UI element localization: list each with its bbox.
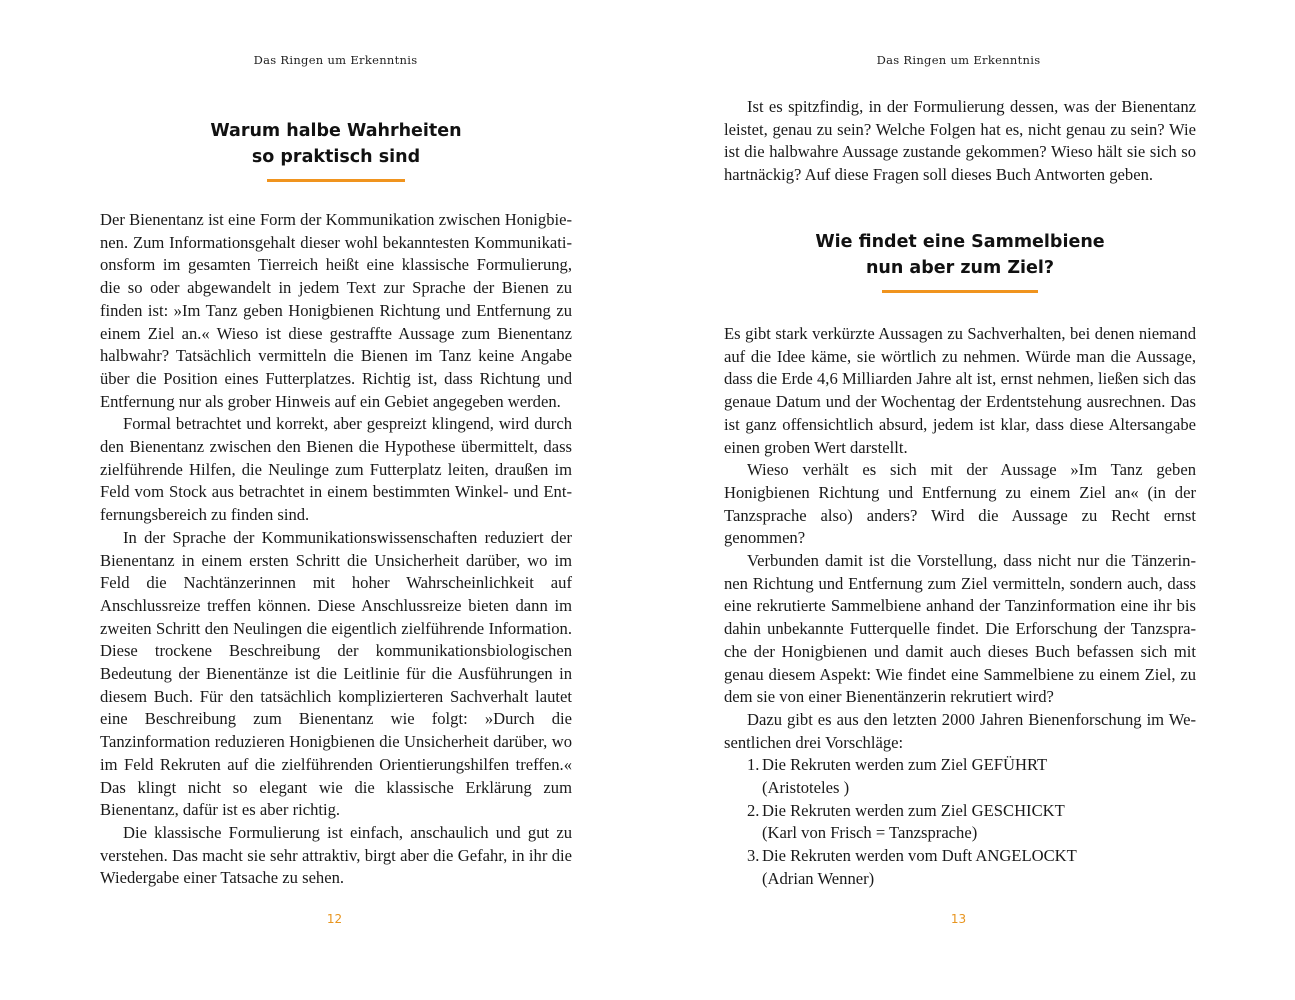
list-source: (Adrian Wenner) [762, 868, 875, 888]
section-heading [100, 118, 572, 182]
paragraph: Formal betrachtet und korrekt, aber gespreizt klingend, wird durch den Bienentanz zwischen den Bienen die Hypothese übermittelt, dass zielführende Hilfen, die Neulinge zum Futterplatz leiten, draußen im Feld vom Stock aus betrachtet in einem bestimmten Winkel- und Entfernungsbereich zu finden sind. [100, 414, 572, 525]
list-text: Die Rekruten werden zum Ziel GESCHICKT [762, 800, 1065, 820]
left-page [0, 0, 647, 1000]
paragraph: Wieso verhält es sich mit der Aussage »Im Tanz geben Honigbienen Richtung und Entfernung zu einem Ziel an« (in der Tanzsprache also) anders? Wird die Aussage zu Recht ernst genommen? [724, 460, 1196, 548]
body-text [724, 323, 1196, 891]
list-item [724, 845, 1196, 890]
heading-line-1: Warum halbe Wahrheiten [210, 121, 462, 141]
intro-text [724, 96, 1196, 187]
list-text: Die Rekruten werden vom Duft ANGELOCKT [762, 846, 1077, 866]
paragraph: In der Sprache der Kommunikationswissenschaften reduziert der Bienentanz in einem ersten Schritt die Unsicherheit darüber, wo im Feld die Nachtänzerinnen mit hoher Wahrscheinlichkeit auf Anschlussreize treffen können. Diese Anschlussreize bieten dann im zweiten Schritt den Neulingen die eigentlich zielführende Information. Diese trockene Beschreibung der kommunikationsbiologischen Bedeutung der Bienentänze ist die Leitlinie für die Ausführungen in diesem Buch. Für den tatsächlich komplizierteren Sachverhalt lautet eine Beschreibung zum Bienentanz wie folgt: »Durch die Tanzinformation reduzieren Honigbienen die Unsicherheit darüber, wo im Feld Rekruten auf die zielführenden Orientierungshilfen treffen.« Das klingt nicht so elegant wie die klassische Erklärung zum Bienentanz, dafür ist es aber richtig. [100, 527, 572, 820]
paragraph: Verbunden damit ist die Vorstellung, dass nicht nur die Tänzerinnen Richtung und Entfernung zum Ziel vermitteln, sondern auch, dass eine rekrutierte Sammelbiene anhand der Tanzinformation eine ihr bis dahin unbekannte Futterquelle findet. Die Erforschung der Tanzsprache der Honigbienen und damit auch dieses Buch befassen sich mit genau diesem Aspekt: Wie findet eine Sammelbiene zu einem Ziel, zu dem sie von einer Bienentänzerin rekrutiert wird? [724, 551, 1196, 707]
heading-line-2: nun aber zum Ziel? [865, 258, 1055, 278]
list-number: 3. [747, 846, 760, 866]
running-head: Das Ringen um Erkenntnis [876, 53, 1041, 67]
running-head: Das Ringen um Erkenntnis [253, 53, 418, 67]
paragraph: Ist es spitzfindig, in der Formulierung dessen, was der Bienentanz leistet, genau zu sein? Welche Folgen hat es, nicht genau zu sein? Wie ist die halbwahre Aussage zustande gekommen? Wieso hält sie sich so hartnäckig? Auf diese Fragen soll dieses Buch Antworten geben. [724, 97, 1196, 185]
heading-underline [882, 290, 1038, 293]
section-heading [724, 229, 1196, 293]
paragraph: Der Bienentanz ist eine Form der Kommunikation zwischen Honigbienen. Zum Informationsgehalt dieser wohl bekanntesten Kommunikationsform im gesamten Tierreich heißt eine klassische Formulierung, die so oder abgewandelt in jedem Text zur Sprache der Bienen zu finden ist: »Im Tanz geben Honigbienen Richtung und Entfernung zu einem Ziel an.« Wieso ist diese gestraffte Aussage zum Bienentanz halbwahr? Tatsächlich vermitteln die Bienen im Tanz keine Angabe über die Position eines Futterplatzes. Richtig ist, dass Richtung und Entfernung nur als grober Hinweis auf ein Gebiet angegeben werden. [100, 210, 572, 411]
paragraph: Die klassische Formulierung ist einfach, anschaulich und gut zu verstehen. Das macht sie sehr attraktiv, birgt aber die Gefahr, in ihr die Wiedergabe einer Tatsache zu sehen. [100, 822, 572, 888]
list-item [724, 800, 1196, 845]
page-number: 13 [950, 912, 967, 926]
list-number: 2. [747, 800, 760, 820]
heading-underline [267, 179, 405, 182]
heading-line-1: Wie findet eine Sammelbiene [815, 232, 1105, 252]
list-source: (Aristoteles ) [762, 778, 850, 798]
heading-line-2: so praktisch sind [251, 147, 421, 167]
list-number: 1. [747, 755, 760, 775]
numbered-list [724, 754, 1196, 890]
paragraph: Dazu gibt es aus den letzten 2000 Jahren Bienenforschung im Wesentlichen drei Vorschläge: [724, 709, 1196, 752]
list-item [724, 754, 1196, 799]
body-text [100, 209, 572, 890]
right-page [647, 0, 1294, 1000]
paragraph: Es gibt stark verkürzte Aussagen zu Sachverhalten, bei denen niemand auf die Idee käme, sie wörtlich zu nehmen. Würde man die Aussage, dass die Erde 4,6 Milliarden Jahre alt ist, ernst nehmen, ließen sich das genaue Datum und der Wochentag der Erdentstehung ausrechnen. Das ist ganz offensichtlich absurd, jedem ist klar, dass diese Altersangabe einen groben Wert darstellt. [724, 324, 1196, 457]
page-number: 12 [326, 912, 343, 926]
list-text: Die Rekruten werden zum Ziel GEFÜHRT [762, 755, 1048, 775]
list-source: (Karl von Frisch = Tanzsprache) [762, 823, 978, 843]
